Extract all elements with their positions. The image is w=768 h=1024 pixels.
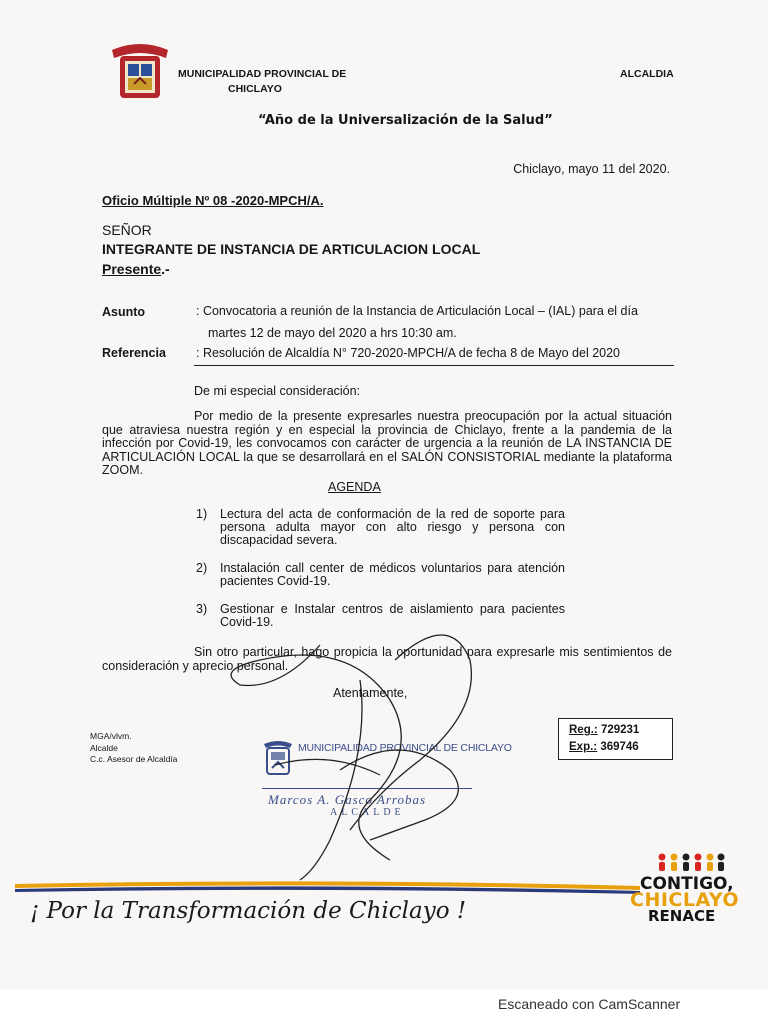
farewell: Atentamente, [333, 686, 408, 700]
handwritten-signature [220, 600, 520, 890]
reg-value: 729231 [600, 724, 640, 736]
exp-label: Exp.: [569, 741, 598, 753]
subject-label: Asunto [102, 305, 146, 319]
agenda-item [196, 562, 566, 590]
document-reference-number: Oficio Múltiple Nº 08 -2020-MPCH/A. [102, 193, 324, 208]
copy-recipient: C.c. Asesor de Alcaldía [90, 754, 178, 764]
stamp-title: ALCALDE [330, 807, 405, 818]
reference-label: Referencia [102, 346, 166, 360]
registry-box [558, 718, 673, 760]
presente-line [102, 261, 170, 277]
reg-label: Reg.: [569, 724, 598, 736]
municipality-name-line2: CHICLAYO [228, 83, 282, 95]
copy-recipient: Alcalde [90, 742, 118, 753]
municipal-crest-logo [108, 40, 172, 106]
footer-motto: ¡ Por la Transformación de Chiclayo ! [30, 898, 467, 924]
presente: Presente [102, 261, 162, 277]
divider-line [194, 365, 674, 366]
year-motto: “Año de la Universalización de la Salud” [258, 113, 553, 128]
agenda-item-number: 2) [196, 561, 208, 575]
closing-text: Sin otro particular, hago propicia la oportunidad para expresarle mis sentimientos de consideración y aprecio personal. [102, 645, 672, 673]
agenda-item [196, 508, 566, 548]
subject-line1: : Convocatoria a reunión de la Instancia de Articulación Local – (IAL) para el día [196, 304, 638, 318]
subject-line2: martes 12 de mayo del 2020 a hrs 10:30 am. [208, 326, 457, 340]
scanner-watermark: Escaneado con CamScanner [498, 996, 681, 1012]
salutation: SEÑOR [102, 222, 152, 238]
stamp-name: Marcos A. Gasco Arrobas [268, 792, 427, 807]
recipient: INTEGRANTE DE INSTANCIA DE ARTICULACION LOCAL [102, 241, 481, 257]
municipality-name [178, 67, 346, 97]
presente-suffix: .- [161, 261, 170, 277]
agenda-item-number: 3) [196, 602, 208, 616]
place-date: Chiclayo, mayo 11 del 2020. [513, 162, 670, 176]
slogan-renace: RENACE [648, 907, 716, 925]
municipality-name-line1: MUNICIPALIDAD PROVINCIAL DE [178, 68, 347, 80]
typist-initials: MGA/vlvm. [90, 731, 132, 741]
agenda-item-text: Instalación call center de médicos voluntarios para atención pacientes Covid-19. [220, 561, 565, 588]
slogan-contigo: CONTIGO, [640, 874, 734, 894]
agenda-item-number: 1) [196, 507, 208, 521]
reference-text: : Resolución de Alcaldía N° 720-2020-MPCH/A de fecha 8 de Mayo del 2020 [196, 346, 621, 360]
body-text: Por medio de la presente expresarles nuestra preocupación por la actual situación que atraviesa nuestra región y en especial la provincia de Chiclayo, frente a la pandemia de la infección por Covid-19, les convocamos con carácter de urgencia a la reunión de LA INSTANCIA DE ARTICULACIÓN LOCAL la que se desarrollará en el SALÓN CONSISTORIAL mediante la plataforma ZOOM. [102, 409, 672, 477]
greeting: De mi especial consideración: [194, 384, 361, 398]
footer-notes [90, 731, 177, 766]
people-group-icon [656, 852, 726, 874]
stamp-municipality: MUNICIPALIDAD PROVINCIAL DE CHICLAYO [298, 742, 512, 754]
agenda-item-text: Gestionar e Instalar centros de aislamiento para pacientes Covid-19. [220, 602, 565, 629]
agenda-item-text: Lectura del acta de conformación de la red de soporte para persona adulta mayor con alto riesgo y persona con discapacidad severa. [220, 507, 565, 547]
office-label: ALCALDIA [620, 68, 674, 80]
agenda-title: AGENDA [328, 480, 381, 494]
exp-value: 369746 [600, 741, 639, 753]
slogan-chiclayo: CHICLAYO [630, 889, 740, 911]
body-paragraph [102, 410, 672, 478]
